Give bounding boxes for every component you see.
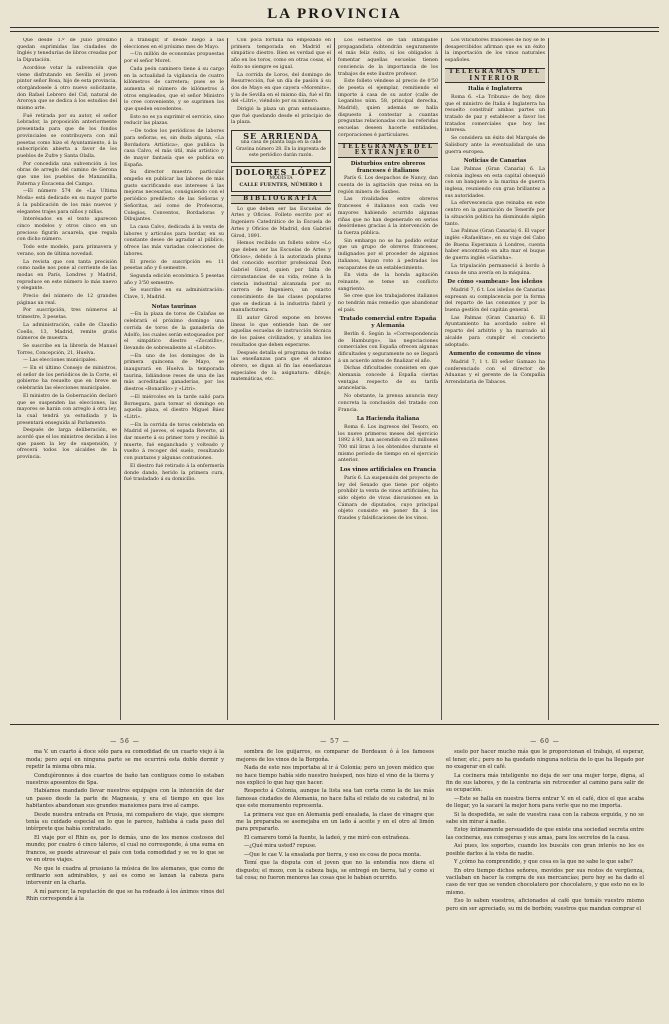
article-paragraph: Fué retirada por su autor, el señor Lebrador, la proposición anteriormente presentada para que de los fondos provinciales se contribuyera con mil pesetas como hizo el Ayuntamiento, á la subscripción abierta a favor de los pueblos de Zufre y Santa Olalla. (17, 113, 117, 159)
article-paragraph: Esto no es ya suprimir el servicio, sino reducir las plazas. (124, 114, 224, 127)
article-paragraph: Nada de esto nos importaba al ir á Colonia; pero un joven médico que no hace tiempo había sido nuestro huésped, nos hizo el vino de la tierra y nos explicó lo que hay que hacer. (236, 765, 434, 787)
article-paragraph: Si la despedida, se sale de vuestra casa con la cabeza erguida, y no se sabe sin mirar á nadie. (446, 811, 644, 826)
subheading: Noticias de Canarias (463, 158, 527, 165)
article-paragraph: La administración, calle de Claudio Coello, 13, Madrid, remite gratis números de muestra. (17, 322, 117, 342)
masthead (0, 0, 669, 30)
article-paragraph: Con poca fortuna ha empezado en primera temporada en Madrid el simpático diestro. Bien es verdad que el año en los toros, como en otras cosas, el éxito no siempre es igual. (231, 38, 331, 70)
article-paragraph: Se considera un éxito del Marqués de Salisbury ante la eventualidad de una guerra europea. (445, 136, 545, 155)
article-paragraph: —En uno de los domingos de la primera quincena de Mayo, se inaugurará en Huelva la temporada taurina, lidiándose reses de una de las más acreditadas ganaderías, por los diestros «Bonarillo» y «Litri». (124, 353, 224, 393)
article-paragraph: Segunda edición económica 5 pesetas año y 3'50 semestre. (124, 273, 224, 286)
section-banner: BIBLIOGRAFÍA (231, 195, 331, 204)
column-5 (442, 38, 549, 720)
ad-business-name: DOLORES LÓPEZ (235, 166, 327, 177)
article-paragraph: La revista que con tanta precisión como nadie nos pone al corriente de las modas en París, Londres y Madrid, reproduce en este número lo más nuevo y elegante. (17, 259, 117, 292)
article-paragraph: No que le cuadra al prusiano la música de los alemanes, que como de ordinario son admirables, y así es como se lanzan la cabeza para intervenir en la charla. (26, 865, 224, 887)
article-paragraph: Las Palmas (Gran Canaria) 6. El vapor inglés «Rafaelitas», en su viaje del Cabo de Buena Esperanza á Londres, cuenta haber encontrado en alta mar el buque de guerra inglés «Garisha». (445, 229, 545, 262)
article-paragraph: La efervescencia que reinaba en este centro en la guarnición de Tenerife por la situación política ha disminuido algún tanto. (445, 201, 545, 227)
article-paragraph: Y ¿cómo ha comprendido, y que cosa es la que no sabe lo que sabe? (454, 859, 633, 866)
article-paragraph: El ministro de la Gobernación declaró que se suspenden las elecciones, las mayores se harán con arreglo á otra ley, la cual tendrá ya estudiada y la presentará enseguida al Parlamento. (17, 393, 117, 426)
article-paragraph: Temí que la disputa con el joven que no la entendía nos diera el disgusto; el mozo, con la cabeza baja, se entregó en tierra, tal y como si tal cosa; no fueron menores las cosas que le habían ocurrido. (236, 860, 434, 881)
article-paragraph: —El miércoles en la tarde salió para Bornegara, para torear el domingo en aquella plaza, el diestro Miguel Báez «Litri». (124, 394, 224, 420)
article-paragraph: Cada peón caminero tiene á su cargo en la actualidad la vigilancia de cuatro kilómetros de carretera; pues se le aumenta el número de kilómetros á otros empleados, que el señor Ministro lo cree conveniente, y se suprimen los que queden excedentes. (124, 66, 224, 113)
masthead-rule (10, 27, 659, 28)
article-paragraph: Hemos recibido un folleto sobre «Lo que deben ser las Escuelas de Artes y Oficios», debido á la autorizada pluma del conocido escritor profesional Don Gabriel Girod, quien por falta de circunstancias de su vida, reúne á la ciencia industrial alcanzada por su carrera de Ingeniero, un exacto conocimiento de las clases populares que se dedican á la industria fabril y manufacturera. (231, 241, 331, 314)
article-paragraph: El autor Girod expone en breves líneas lo que entiende han de ser aquellas escuelas de instrucción técnica de los países civilizados, y analiza los resultados que deben esperarse. (231, 316, 331, 348)
article-paragraph: En otro tiempo dichos señores, movidos por sus restos de vergüenza, vacilaban en hacer la compra de sus mercancías; pero hoy se ha dado el caso de ver que se venden chocolatero por chocolatero, y que esto no es lo mismo. (446, 867, 644, 896)
article-paragraph: París 6. La suspensión del proyecto de ley del Senado que tiene por objeto prohibir la venta de vinos artificiales, ha sido objeto de vivas discusiones en la Cámara de diputados, cuyo principal objeto consiste en poner fin á los fraudes y falsificaciones de los vinos. (338, 475, 438, 522)
subheading: Los vinos artificiales en Francia (340, 467, 436, 474)
article-paragraph: El camarero tomó la fuente, la ladeó, y me miró con extrañeza. (244, 834, 410, 841)
article-paragraph: El precio de suscripción es: 11 pesetas año y 6 semestre. (124, 259, 224, 272)
article-paragraph: á transigir, ir desde luego á las elecciones en el próximo mes de Mayo. (124, 38, 224, 50)
article-paragraph: Después de larga deliberación, se acordó que el los ministros decidan á los que pasen la ley de suspensión, y ofrecerá todos los alcaldes de la provincia. (17, 428, 117, 461)
column-4 (335, 38, 442, 720)
page-number: — 56 — (110, 738, 140, 745)
article-paragraph: En vista de la honda agitación reinante, se teme un conflicto sangriento. (338, 273, 438, 292)
newspaper-title: LA PROVINCIA (267, 6, 402, 22)
article-paragraph: Se cree que los trabajadores italianos no tendrán más remedio que abandonar el país. (338, 294, 438, 313)
article-paragraph: Su director muestra particular empeño en publicar las labores de más gusto sacrificando sus intereses á las mejoras necesarias, consiguiendo con el periódico predilecto de las Señoras y Señoritas, así como de Profesoras, Colegios, Conventos, Bordadoras y Dibujantes. (124, 170, 224, 223)
subheading: De cómo «sambean» los isleños (447, 279, 543, 286)
article-paragraph: Se suscribe en la librería de Manuel Torres, Concepción, 21, Huelva. (17, 343, 117, 356)
subheading: Tratado comercial entre España y Alemania (339, 316, 437, 330)
article-paragraph: suelo por hacer mucho más que le proporcionan el trabajo, el esperar, el tener, etc.; pero no ha quedado ninguna noticia de lo que ha llegado por no exagerar en el café. (446, 749, 644, 771)
subheading: Aumento de consumo de vinos (449, 351, 541, 358)
article-paragraph: ma V. un cuarto á doce sólo para su comodidad de un cuarto viejo á la moda; pero aquí en ninguna parte se me ocurrirá esta doble dormir y repetir la misma obra mía. (26, 749, 224, 771)
article-paragraph: La casa Calvo, dedicada á la venta de labores y artículos para bordar, en su constante deseo de agradar al público, ofrece las más variadas colecciones de labores. (124, 224, 224, 257)
article-paragraph: Los viticultores franceses de hoy se fé desapercibidos afirman que es un éxito la importación de los vinos naturales españoles. (445, 38, 545, 64)
article-paragraph: —En la corrida de toros celebrada en Madrid el jueves, el espada Reverte, al dar muerte á su primer toro y recibió la muerte, fué enganchado y volteado y vuelto á recoger del suelo, resultando con puntazos y algunas contusiones. (124, 422, 224, 462)
article-paragraph: Los esfuerzos de tan infatigable propagandista obtendrán seguramente el más feliz éxito, si los obligados á fomentar aquellas escuelas tienen conciencia de la importancia de los trabajos de este ilustre profesor. (338, 38, 438, 77)
article-paragraph: El viaje por el Rhin es, por lo demás, uno de los menos costosos del mundo; por cuatro ó cinco táleros, el cual no corresponde, á una suma en francos, se puede atravesar el país con toda comodidad y se ve lo que se ve en otros viajes. (26, 834, 224, 864)
subheading: Disturbios entre obreros franceses é italianos (350, 160, 426, 174)
section-banner: TELEGRAMAS DEL INTERIOR (445, 68, 545, 83)
subheading: La Hacienda italiana (356, 416, 420, 423)
article-paragraph: París 6. Los despachos de Nancy, dan cuenta de la agitación que reina en la región minera de Saxbes. (338, 176, 438, 195)
article-paragraph: Respecto á Colonia, aunque la lista sea tan corta como la de las más famosas ciudades de Alemania, no hace falta el relato de su catedral, ni lo que este monumento representa. (236, 788, 434, 810)
article-paragraph: Madrid 7, 1 t. El señor Gamazo ha conferenciado con el director de Aduanas y el gerente de la Compañía Arrendataria de Tabacos. (445, 359, 545, 386)
ad-business-address: CALLE FUENTES, NÚMERO 1 (239, 182, 323, 189)
article-paragraph: Dichas dificultades consisten en que Alemania concede á España ciertas ventajas respecto de su tarifa arancelaria. (338, 366, 438, 392)
article-paragraph: No obstante, la prensa anuncia muy concreta la conclusión del tratado con Francia. (338, 394, 438, 413)
article-paragraph: Eso lo saben vuestros, aficionados al café que tomáis vuestro mismo pero sin ser apreciado, su mi de borbón; vuestros que mandan comprar el (446, 898, 644, 912)
serial-column-3 (440, 738, 650, 1022)
section-heading: Notas taurinas (151, 303, 197, 310)
business-ad (231, 166, 331, 192)
article-paragraph: Así pues, los soportes, cuando los buscáis con gran interés no les es posible darlos á la vista de nadie. (446, 843, 644, 857)
article-paragraph: Condujéronnos á dos cuartos de baño tan contiguos como lo estaban nuestros aposentos de Spa. (26, 772, 224, 787)
lower-serial-section (20, 738, 650, 1022)
article-paragraph: Estoy íntimamente persuadido de que existe una sociedad secreta entre las cocineras, sus consejeras y sus amas, para los secretos de la casa. (446, 827, 644, 841)
article-paragraph: —¿Qué mira usted? repuse. (244, 843, 317, 850)
page-divider (10, 724, 659, 725)
article-paragraph: Dirigió la plaza un gran entusiasmo, que fué quedando desde el principio de la plaza. (231, 107, 331, 126)
article-paragraph: Sin embargo no se ha podido evitar que un grupo de obreros franceses, indignados por el proceder de algunos italianos, hayan roto á pedradas los escaparates de un establecimiento. (338, 238, 438, 271)
article-paragraph: Berlín 6. Según la «Correspondencia de Hamburgo», las negociaciones comerciales con España ofrecen algunas dificultades y seguramente no se llegará á un acuerdo antes de finalizar el año. (338, 331, 438, 364)
article-paragraph: sombra de los guijarros, es comparar de Bordeaux ó á los famosos mejores de los vinos de la Borgoña. (236, 749, 434, 763)
article-paragraph: — En el último Consejo de ministros, el señor de los periódicos de la Corte, el gobierno ha resuelto que en breve se celebrarán las elecciones municipales. (17, 366, 117, 392)
serial-column-1 (20, 738, 230, 1022)
article-paragraph: Por suscripción, tres números al trimestre, 3 pesetas. (17, 308, 117, 321)
article-paragraph: Roma 6. «La Tribuna» de hoy, dice que el ministro de Italia é Inglaterra ha resuelto constituir ambas partes un tratado de paz y establecer a favor los tratados comerciales que hoy les interesa. (445, 94, 545, 134)
page-number: — 60 — (530, 738, 560, 745)
upper-columns (14, 38, 659, 720)
ad-title: SE ARRIENDA (243, 131, 319, 142)
article-paragraph: Lo que deben ser las Escuelas de Artes y Oficios. Folleto escrito por el Ingeniero Catedrático de la Escuela de Artes y Oficios de Madrid, don Gabriel Girod, 1891. (231, 206, 331, 239)
article-paragraph: El diestro fué retirado á la enfermería donde dando, herido la primera cura, fué trasladado á su domicilio. (124, 463, 224, 483)
article-paragraph: Este folleto véndese al precio de 0'50 de peseta el ejemplar, remitiendo el importe á casa de su autor (calle de Leganitos núm. 58, principal derecha, Madrid), quien además se halla dispuesto á contestar a cuantas preguntas relacionadas con las referidas escuelas deseen hacerle entidades, corporaciones é particulares. (338, 79, 438, 138)
column-3 (228, 38, 335, 720)
article-paragraph: Acordóse votar la subvención que viene disfrutando en Sevilla el joven pintor señor Bosa, hijo de esta provincia, otorgándosele á otro nuevo solicitante, don Rafael Lebrero del Cid, natural de Aroroya que se dedica á los estudios del mismo arte. (17, 65, 117, 112)
masthead-rule-2 (10, 31, 659, 32)
article-paragraph: —En la plaza de toros de Calañas se celebrará el próximo domingo una corrida de toros de la ganadería de Adolfo, los cuales serán estoqueados por el simpático diestro «Zocatillo», llevando de sobresaliente al «Lobito». (124, 312, 224, 351)
page-number: — 57 — (320, 738, 350, 745)
article-paragraph: Habíamos mandado llevar nuestros equipajes con la intención de dar un paseo desde la parte de Magnesia, y era el tiempo en que los habitantes abandonan sus grandes mansiones para irse al campo. (26, 788, 224, 810)
article-paragraph: — Las elecciones municipales. (23, 358, 98, 364)
article-paragraph: —Un millón de economías propuestas por el señor Moret. (124, 52, 224, 65)
article-paragraph: Precio del número de 12 grandes páginas un real. (17, 294, 117, 306)
article-paragraph: —Que le cae V. la ensalada por tierra, y eso es cosa de poca monta. (244, 851, 422, 858)
article-paragraph: Todo este modelo, para primavera y verano, son de última novedad. (17, 245, 117, 257)
article-paragraph: Por concedida una subvención á los obras de arreglo del camino de Gerona que une los pueblos de Manzanilla, Paterna y Escacena del Campo. (17, 161, 117, 187)
subheading: Italia é Inglaterra (467, 86, 523, 93)
ad-business-role: MODISTA (269, 175, 293, 181)
column-2 (121, 38, 228, 720)
article-paragraph: A mí parecer, la reputación de que se ha rodeado á los ánimos vinos del Rhin corresponde á la (26, 888, 224, 903)
article-paragraph: La tripulación permaneció á bordo á causa de una avería en la máquina. (445, 263, 545, 276)
article-paragraph: —El número 574 de «La Ultima Moda» está dedicado en su mayor parte á la publicación de los más nuevos y elegantes trajes para niños y niñas. (17, 189, 117, 215)
article-paragraph: Después detalla el programa de todas las enseñanzas para que el alumno obrero, se digan al fin las enseñanzas especiales de la asignatura: dibujo, matemáticas, etc. (231, 350, 331, 383)
article-paragraph: Roma 6. Los ingresos del Tesoro, en los nueve primeros meses del ejercicio 1892 á 93, han ascendido en 23 millones 700 mil liras á los obtenidos durante el mismo período de tiempo en el ejercicio anterior. (338, 424, 438, 464)
ad-text: una casa de planta baja en la calle Gravina número 28. En la imprenta de este periódico darán razón. (236, 139, 326, 159)
article-paragraph: La primera vez que en Alemania pedí ensalada, la clase de vinagre que me la preparaba se asemejaba en un lado á aceite y en el otro al limón para prepararlo. (236, 811, 434, 833)
article-paragraph: Las Palmas (Gran Canaria) 6. El Ayuntamiento ha acordado sobre el reparto del arbitrio y ha marcado al alcalde para cumplir el concierto adoptado. (445, 315, 545, 348)
article-paragraph: Que desde 1.º de Julio próximo quedan suprimidas las ciudades de Inglés y tenedurías de libros creadas por la Diputación. (17, 38, 117, 64)
article-paragraph: Las Palmas (Gran Canaria) 6. La colonia inglesa en esta capital obsequió con un banquete a la marina de guerra inglesa, reuniendo con gran brillantez a sus autoridades. (445, 166, 545, 199)
article-paragraph: Interésados en el texto aparecen cinco modelos y otros cinco en un precioso figurín acuarela, que regala con dicho número. (17, 217, 117, 243)
column-6 (549, 38, 656, 720)
section-banner: TELEGRAMAS DEL EXTRANJERO (338, 143, 438, 158)
serial-column-2 (230, 738, 440, 1022)
article-paragraph: Las rivalidades entre obreros franceses é italianos son cada vez mayores habiendo ocurrido algunas riñas que no han degenerado en serios desórdenes gracias á la intervención de la fuerza pública. (338, 197, 438, 236)
article-paragraph: Desde nuestra entrada en Prusia, mi compañero de viaje, que siempre tenía su cuidado especial en lo que le parece, hablaba á cada paso del intérprete que había contratado. (26, 811, 224, 833)
article-paragraph: —De todos los periódicos de labores para señoras, es, sin duda alguna, «La Bordadora Artística», que publica la casa Calvo, el más útil, más artístico y de mayor fantasía que se publica en España. (124, 129, 224, 168)
article-paragraph: —Este se halla en nuestra tierra entrar V. en el café, dice el que acaba de llegar, yo la sacaré la mejor hora para verle que no me importa. (446, 795, 644, 810)
article-paragraph: La corrida de Loros, del domingo de Resurrección, fué un día de pasión á su dos de Mayo en que cayera «Morenito», y la de Sevilla en el mismo día, fué el fin del «Litri», viéndolo por su número. (231, 72, 331, 105)
article-paragraph: Madrid 7, 6 t. Los isleños de Canarias expresan su complacencia por la forma del reparto de las consumos y por la buena gestión del capitán general. (445, 287, 545, 314)
classified-ad (231, 130, 331, 163)
column-1 (14, 38, 121, 720)
article-paragraph: La cocinera más inteligente no deja de ser una mujer torpe, digna, al fin de sus labores, y de la contraria sin retroceder al camino para salir de su ocupación. (446, 772, 644, 794)
article-paragraph: Se suscribe en su administración: Clave, 1, Madrid. (124, 288, 224, 301)
